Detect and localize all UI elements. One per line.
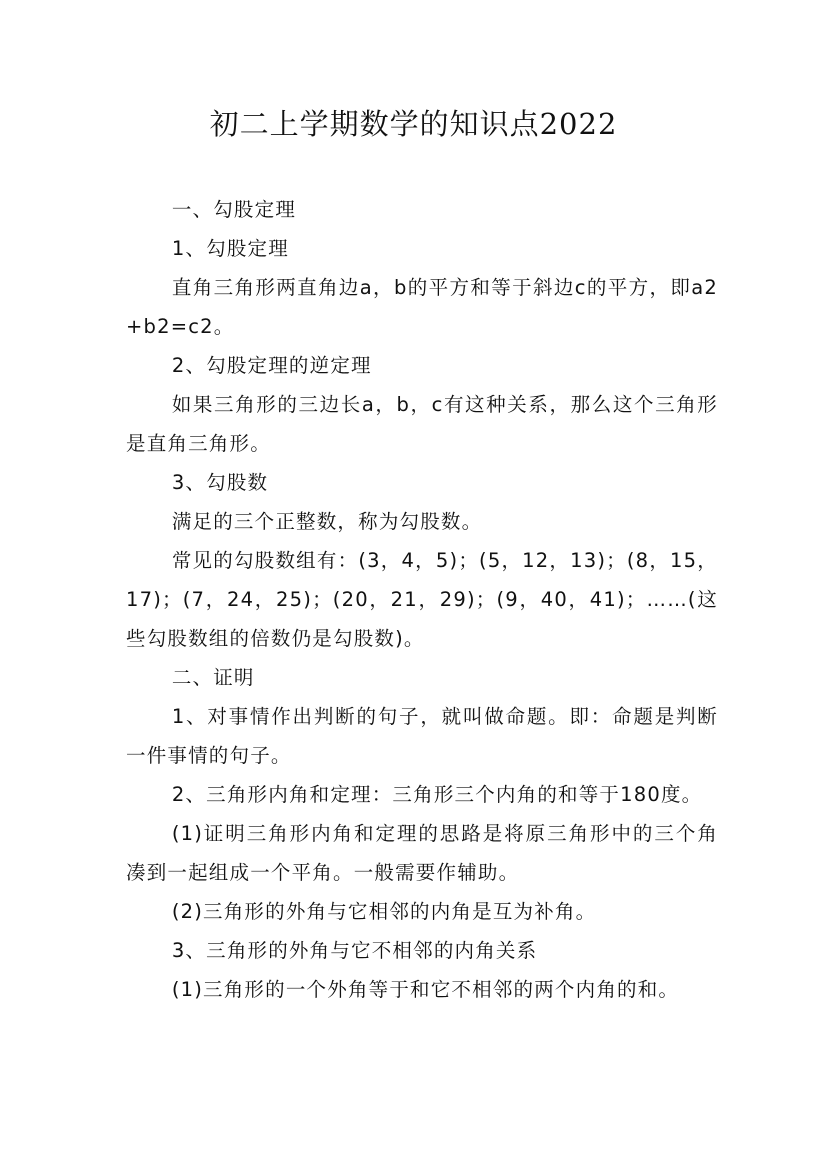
paragraph-converse-statement: 如果三角形的三边长a，b，c有这种关系，那么这个三角形是直角三角形。 [126,393,718,455]
subheading-pythagorean-triples: 3、勾股数 [171,471,269,494]
paragraph-proof-idea: (1)证明三角形内角和定理的思路是将原三角形中的三个角凑到一起组成一个平角。一般需要作辅助。 [126,822,718,884]
page-title: 初二上学期数学的知识点2022 [209,107,618,141]
paragraph-proposition-definition: 1、对事情作出判断的句子，就叫做命题。即：命题是判断一件事情的句子。 [126,705,718,767]
paragraph-exterior-supplementary: (2)三角形的外角与它相邻的内角是互为补角。 [171,900,597,923]
section-heading-pythagorean: 一、勾股定理 [171,198,297,221]
paragraph-angle-sum-theorem: 2、三角形内角和定理：三角形三个内角的和等于180度。 [171,783,703,806]
paragraph-common-triples: 常见的勾股数组有：(3，4，5)；(5，12，13)；(8，15，17)；(7，24，25)；(20，21，29)；(9，40，41)；……(这些勾股数组的倍数仍是勾股数)。 [126,549,718,650]
paragraph-exterior-angle-sum: (1)三角形的一个外角等于和它不相邻的两个内角的和。 [171,978,680,1001]
subheading-exterior-angle-relation: 3、三角形的外角与它不相邻的内角关系 [171,939,538,962]
paragraph-triples-definition: 满足的三个正整数，称为勾股数。 [171,510,483,533]
document-body [126,190,718,1009]
section-heading-proof: 二、证明 [171,666,255,689]
paragraph-theorem-statement: 直角三角形两直角边a，b的平方和等于斜边c的平方，即a2+b2=c2。 [126,276,718,338]
subheading-pythagorean-theorem: 1、勾股定理 [171,237,289,260]
subheading-converse-theorem: 2、勾股定理的逆定理 [171,354,372,377]
